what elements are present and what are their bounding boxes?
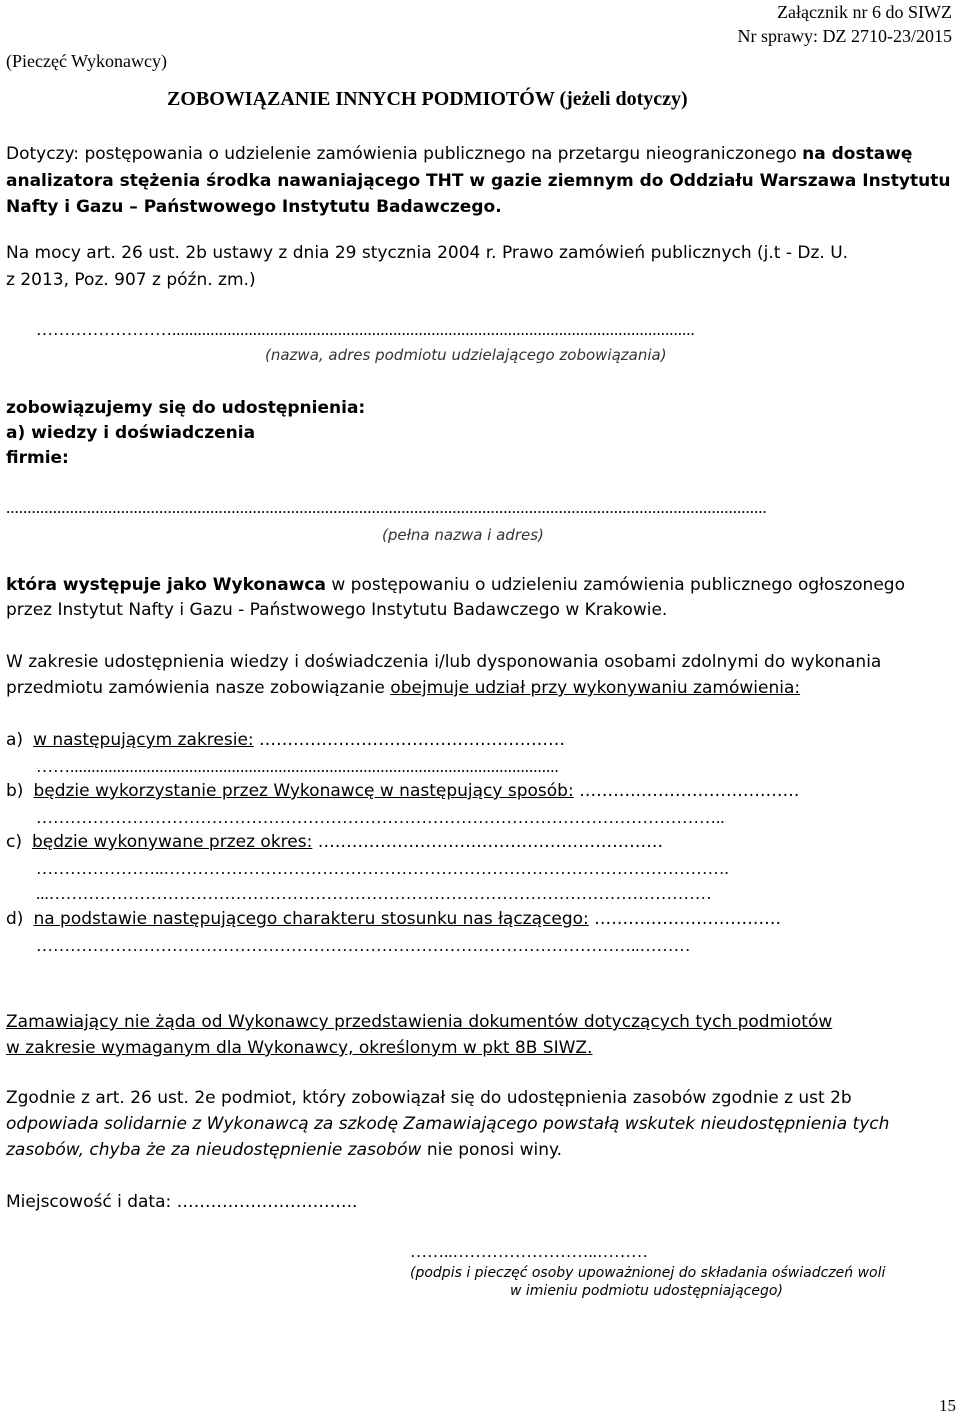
item-b-fill-2: ………………………………………………………………………………………………………….. — [36, 808, 725, 827]
item-c-fill-1: ……………………….…………………………… — [312, 832, 664, 852]
item-d-fill-2: ……………………………………………………………………………………………..……… — [36, 936, 691, 955]
scope-underlined-text: obejmuje udział przy wykonywaniu zamówienia: — [390, 678, 801, 698]
item-d-line-1 — [6, 909, 781, 929]
item-a-fill-2: ……................................................................................................................... — [36, 757, 559, 776]
signature-caption-line-2: w imieniu podmiotu udostępniającego) — [510, 1283, 783, 1299]
contractor-stamp-label: (Pieczęć Wykonawcy) — [6, 51, 168, 71]
item-c-line-1 — [6, 832, 663, 852]
scope-line-1: W zakresie udostępnienia wiedzy i doświadczenia i/lub dysponowania osobami zdolnymi do wykonania — [6, 652, 882, 672]
item-c-prefix: c) — [6, 832, 22, 852]
item-b-line-1 — [6, 781, 799, 801]
item-c-label: będzie wykonywane przez okres: — [31, 832, 313, 852]
legal-basis-line-2: z 2013, Poz. 907 z późn. zm.) — [6, 270, 256, 290]
firm-caption: (pełna nazwa i adres) — [382, 526, 544, 544]
contractor-bold-text: która występuje jako Wykonawca — [6, 575, 326, 595]
scope-line-2 — [6, 678, 800, 698]
scope-text: przedmiotu zamówienia nasze zobowiązanie — [6, 678, 391, 698]
subject-bold-text: na dostawę — [802, 144, 913, 164]
subject-text: Dotyczy: postępowania o udzielenie zamówienia publicznego na przetargu nieograniczonego — [6, 144, 803, 164]
item-b-fill-1: ………..………………………. — [573, 781, 800, 801]
legal-basis-line-1: Na mocy art. 26 ust. 2b ustawy z dnia 29 stycznia 2004 r. Prawo zamówień publicznych (j.t - Dz. U. — [6, 243, 849, 263]
item-c-fill-2: …………………..………………………………………………………………………………………. — [36, 859, 729, 878]
item-a-fill-1: ……………………………………………… — [253, 730, 566, 750]
contractor-line-1 — [6, 575, 905, 595]
liability-line-2: odpowiada solidarnie z Wykonawcą za szkodę Zamawiającego powstałą wskutek nieudostępnienia tych — [6, 1114, 890, 1134]
liability-text: nie ponosi winy. — [421, 1140, 563, 1160]
commitment-line-1: zobowiązujemy się do udostępnienia: — [6, 398, 366, 418]
page-number: 15 — [939, 1396, 956, 1415]
commitment-line-2: a) wiedzy i doświadczenia — [6, 423, 256, 443]
commitment-line-3: firmie: — [6, 448, 69, 468]
item-a-line-1 — [6, 730, 565, 750]
notice-line-2: w zakresie wymaganym dla Wykonawcy, określonym w pkt 8B SIWZ. — [6, 1038, 593, 1058]
signature-fill-line: ……..……………………..……… — [410, 1242, 648, 1261]
signature-caption-line-1: (podpis i pieczęć osoby upoważnionej do składania oświadczeń woli — [410, 1265, 886, 1281]
subject-line-2: analizatora stężenia środka nawaniającego THT w gazie ziemnym do Oddziału Warszawa Instytutu — [6, 171, 951, 191]
liability-italic-text: zasobów, chyba że za nieudostępnienie zasobów — [6, 1140, 422, 1160]
entity-caption: (nazwa, adres podmiotu udzielającego zobowiązania) — [265, 346, 667, 364]
contractor-text: w postępowaniu o udzieleniu zamówienia publicznego ogłoszonego — [325, 575, 905, 595]
notice-line-1: Zamawiający nie żąda od Wykonawcy przedstawienia dokumentów dotyczących tych podmiotów — [6, 1012, 833, 1032]
item-d-prefix: d) — [6, 909, 24, 929]
entity-fill-line: ……………………........................................................................................................................... — [36, 320, 695, 339]
case-number: Nr sprawy: DZ 2710-23/2015 — [737, 26, 952, 46]
item-c-fill-3: ...……………………………………………………………………………………………………… — [36, 884, 712, 903]
item-b-prefix: b) — [6, 781, 24, 801]
place-date-fill: ………………………….. — [176, 1192, 358, 1212]
item-a-prefix: a) — [6, 730, 24, 750]
place-date-line — [6, 1192, 357, 1212]
item-a-label: w następującym zakresie: — [33, 730, 254, 750]
contractor-line-2: przez Instytut Nafty i Gazu - Państwowego Instytutu Badawczego w Krakowie. — [6, 600, 668, 620]
item-b-label: będzie wykorzystanie przez Wykonawcę w następujący sposób: — [33, 781, 574, 801]
place-date-label: Miejscowość i data: — [6, 1192, 177, 1212]
firm-fill-line: ................................................................................................................................................................................... — [6, 498, 767, 517]
liability-line-3 — [6, 1140, 562, 1160]
document-title: ZOBOWIĄZANIE INNYCH PODMIOTÓW (jeżeli dotyczy) — [167, 88, 688, 110]
attachment-label: Załącznik nr 6 do SIWZ — [777, 2, 952, 22]
liability-line-1: Zgodnie z art. 26 ust. 2e podmiot, który zobowiązał się do udostępnienia zasobów zgodnie z ust 2b — [6, 1088, 852, 1108]
subject-line-3: Nafty i Gazu – Państwowego Instytutu Badawczego. — [6, 197, 502, 217]
subject-line-1 — [6, 144, 912, 164]
item-d-fill-1: …………………………… — [588, 909, 782, 929]
item-d-label: na podstawie następującego charakteru stosunku nas łączącego: — [33, 909, 589, 929]
